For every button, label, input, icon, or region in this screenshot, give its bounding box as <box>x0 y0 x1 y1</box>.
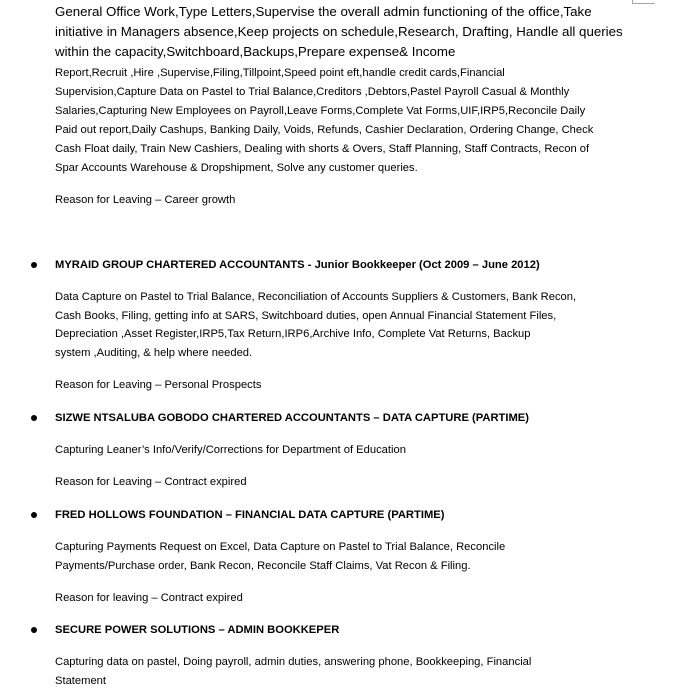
job-heading: SECURE POWER SOLUTIONS – ADMIN BOOKKEPER <box>55 624 340 636</box>
job-description-line: system ,Auditing, & help where needed. <box>55 347 253 359</box>
intro-line: Supervision,Capture Data on Pastel to Trial Balance,Creditors ,Debtors,Pastel Payroll Casual & Monthly <box>55 86 570 98</box>
reason-for-leaving: Reason for Leaving – Career growth <box>55 194 236 206</box>
job-description-line: Data Capture on Pastel to Trial Balance, Reconciliation of Accounts Suppliers & Customers, Bank Recon, <box>55 291 577 303</box>
intro-line: General Office Work,Type Letters,Supervise the overall admin functioning of the office,Take <box>55 4 592 19</box>
intro-line: Salaries,Capturing New Employees on Payroll,Leave Forms,Complete Vat Forms,UIF,IRP5,Reconcile Daily <box>55 105 586 117</box>
job-description-line: Capturing data on pastel, Doing payroll, admin duties, answering phone, Bookkeeping, Financial <box>55 656 532 668</box>
job-heading: MYRAID GROUP CHARTERED ACCOUNTANTS - Junior Bookkeeper (Oct 2009 – June 2012) <box>55 259 540 271</box>
intro-line: initiative in Managers absence,Keep projects on schedule,Research, Drafting, Handle all queries <box>55 24 623 39</box>
bullet-icon <box>31 262 37 268</box>
intro-line: Report,Recruit ,Hire ,Supervise,Filing,Tillpoint,Speed point eft,handle credit cards,Financial <box>55 67 505 79</box>
job-description-line: Payments/Purchase order, Bank Recon, Reconcile Staff Claims, Vat Recon & Filing. <box>55 560 471 572</box>
job-description-line: Statement <box>55 675 106 687</box>
bullet-icon <box>31 512 37 518</box>
job-heading: FRED HOLLOWS FOUNDATION – FINANCIAL DATA CAPTURE (PARTIME) <box>55 509 445 521</box>
job-description-line: Depreciation ,Asset Register,IRP5,Tax Return,IRP6,Archive Info, Complete Vat Returns, Backup <box>55 328 531 340</box>
job-description-line: Capturing Leaner’s Info/Verify/Corrections for Department of Education <box>55 444 406 456</box>
reason-for-leaving: Reason for Leaving – Contract expired <box>55 476 247 488</box>
intro-line: Spar Accounts Warehouse & Dropshipment, Solve any customer queries. <box>55 162 418 174</box>
reason-for-leaving: Reason for leaving – Contract expired <box>55 592 243 604</box>
intro-line: within the capacity,Switchboard,Backups,Prepare expense& Income <box>55 44 456 59</box>
bullet-icon <box>31 415 37 421</box>
intro-line: Cash Float daily, Train New Cashiers, Dealing with shorts & Overs, Staff Planning, Staff Contracts, Recon of <box>55 143 590 155</box>
job-description-line: Capturing Payments Request on Excel, Data Capture on Pastel to Trial Balance, Reconcile <box>55 541 506 553</box>
intro-line: Paid out report,Daily Cashups, Banking Daily, Voids, Refunds, Cashier Declaration, Ordering Change, Check <box>55 124 594 136</box>
reason-for-leaving: Reason for Leaving – Personal Prospects <box>55 379 262 391</box>
job-heading: SIZWE NTSALUBA GOBODO CHARTERED ACCOUNTANTS – DATA CAPTURE (PARTIME) <box>55 412 529 424</box>
job-description-line: Cash Books, Filing, getting info at SARS, Switchboard duties, open Annual Financial Statement Files, <box>55 310 557 322</box>
bullet-icon <box>31 627 37 633</box>
